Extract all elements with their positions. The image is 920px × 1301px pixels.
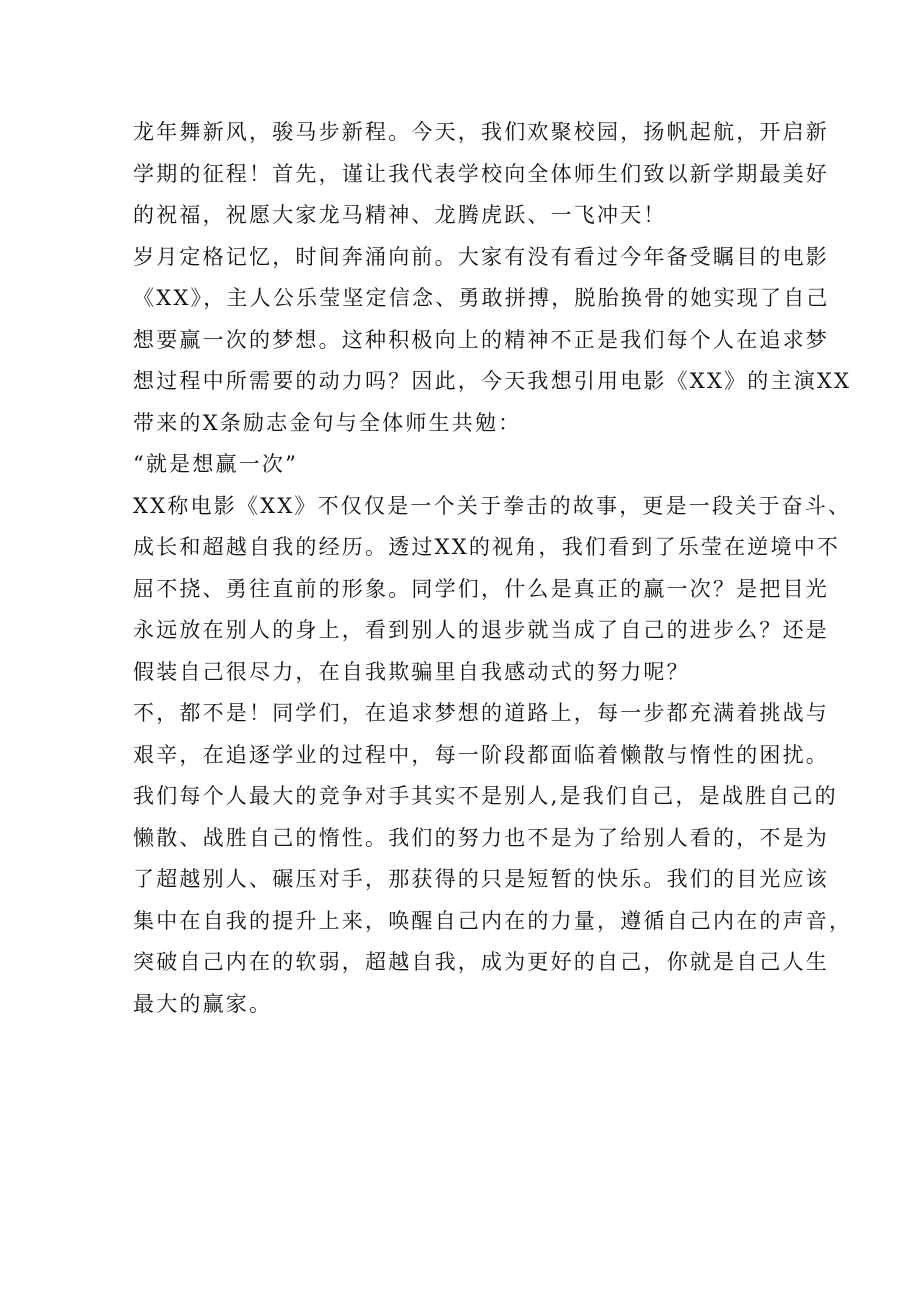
text-line: 突破自己内在的软弱，超越自我，成为更好的自己，你就是自己人生 <box>133 950 829 974</box>
text-line: 的祝福，祝愿大家龙马精神、龙腾虎跃、一飞冲天！ <box>133 203 667 227</box>
text-line: 成长和超越自我的经历。透过XX的视角，我们看到了乐莹在逆境中不 <box>133 535 841 559</box>
text-line: 我们每个人最大的竞争对手其实不是别人,是我们自己，是战胜自己的 <box>133 784 838 808</box>
text-line: 了超越别人、碾压对手，那获得的只是短暂的快乐。我们的目光应该 <box>133 867 829 891</box>
text-line: 假装自己很尽力，在自我欺骗里自我感动式的努力呢？ <box>133 659 690 684</box>
text-line: XX称电影《XX》不仅仅是一个关于拳击的故事，更是一段关于奋斗、 <box>133 493 852 518</box>
text-line: 最大的赢家。 <box>133 991 273 1016</box>
text-line: 懒散、战胜自己的惰性。我们的努力也不是为了给别人看的，不是为 <box>133 825 829 850</box>
speech-text <box>133 112 853 1025</box>
text-line: 屈不挠、勇往直前的形象。同学们，什么是真正的赢一次？是把目光 <box>133 576 829 601</box>
text-line: 《XX》，主人公乐莹坚定信念、勇敢拼搏，脱胎换骨的她实现了自己 <box>133 286 830 310</box>
text-line: 带来的X条励志金句与全体师生共勉： <box>133 410 522 435</box>
text-line: 学期的征程！首先，谨让我代表学校向全体师生们致以新学期最美好 <box>133 161 829 186</box>
text-line: 永远放在别人的身上，看到别人的退步就当成了自己的进步么？还是 <box>133 618 829 642</box>
text-line: 龙年舞新风，骏马步新程。今天，我们欢聚校园，扬帆起航，开启新 <box>133 120 829 144</box>
quote-line: “就是想赢一次” <box>133 452 299 476</box>
text-line: 不，都不是！同学们，在追求梦想的道路上，每一步都充满着挑战与 <box>133 701 829 725</box>
text-line: 集中在自我的提升上来，唤醒自己内在的力量，遵循自己内在的声音， <box>133 908 853 933</box>
text-line: 想要赢一次的梦想。这种积极向上的精神不正是我们每个人在追求梦 <box>133 327 829 352</box>
text-line: 艰辛，在追逐学业的过程中，每一阶段都面临着懒散与惰性的困扰。 <box>133 742 829 767</box>
text-line: 想过程中所需要的动力吗？因此，今天我想引用电影《XX》的主演XX <box>133 369 852 393</box>
text-line: 岁月定格记忆，时间奔涌向前。大家有没有看过今年备受瞩目的电影 <box>133 244 829 269</box>
